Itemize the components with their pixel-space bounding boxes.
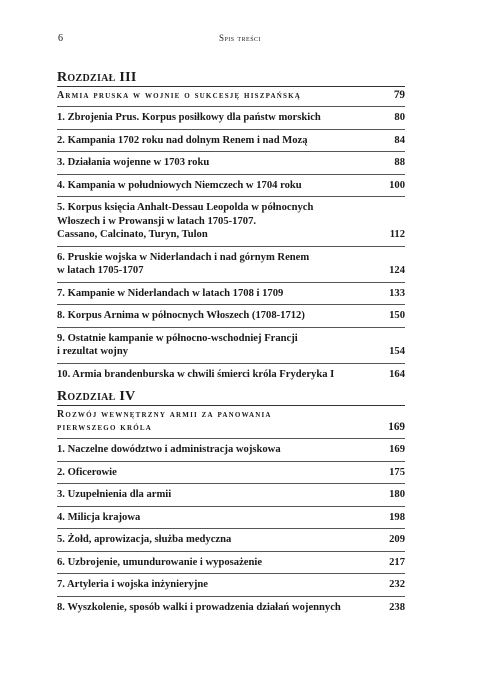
chapter-title: Rozdział IV [57,389,136,404]
page-number: 6 [58,33,63,44]
chapter-subtitle-line: Armia pruska w wojnie o sukcesję hiszpańską [57,90,302,101]
toc-entry-line: 7. Kampanie w Niderlandach w latach 1708 i 1709 [57,287,284,299]
chapter-subtitle-entry [57,89,405,102]
page-ref: 217 [389,556,405,568]
toc-entry [57,287,405,301]
page-ref: 169 [388,420,405,433]
page-ref: 88 [394,157,405,168]
chapter-block [57,70,405,381]
page-header [58,33,422,47]
page-ref: 80 [394,112,405,123]
toc-entry [57,511,405,525]
chapter-subtitle-entry [57,408,405,434]
page-ref: 164 [389,368,405,380]
toc-entry-line: 6. Uzbrojenie, umundurowanie i wyposażenie [57,556,263,568]
chapter-rule [57,405,405,406]
entry-separator [57,282,405,283]
toc-entry-line: 10. Armia brandenburska w chwili śmierci króla Fryderyka I [57,368,335,380]
toc-entry [57,533,405,547]
entry-separator [57,573,405,574]
toc-entry [57,179,405,193]
entry-separator [57,327,405,328]
running-title: Spis treści [218,33,262,43]
toc-entry-line: 5. Żołd, aprowizacja, służba medyczna [57,534,232,545]
entry-separator [57,596,405,597]
toc-entry [57,332,405,359]
entry-separator [57,151,405,152]
toc-entry [57,443,405,457]
entry-separator [57,506,405,507]
toc-entry-line: 5. Korpus księcia Anhalt-Dessau Leopolda w północnych [57,202,314,213]
entry-separator [57,438,405,439]
entry-separator [57,106,405,107]
entry-separator [57,551,405,552]
toc-entry-line: 3. Uzupełnienia dla armii [57,489,172,500]
page-ref: 133 [389,287,405,299]
toc-entry [57,134,405,148]
entry-separator [57,363,405,364]
toc-entry-line: 1. Zbrojenia Prus. Korpus posiłkowy dla państw morskich [57,112,321,123]
page-ref: 175 [389,466,405,478]
entry-separator [57,528,405,529]
toc-entry [57,601,405,615]
toc-entry [57,251,405,278]
page-ref: 198 [389,511,405,523]
toc-entry-line: Cassano, Calcinato, Turyn, Tulon [57,229,208,240]
chapter-subtitle-line: Rozwój wewnętrzny armii za panowania [57,409,272,420]
toc-entry-line: 8. Wyszkolenie, sposób walki i prowadzenia działań wojennych [57,601,341,613]
toc-entry-line: Włoszech i w Prowansji w latach 1705-1707. [57,215,257,227]
toc-entry [57,309,405,323]
toc-entry-line: 4. Kampania w południowych Niemczech w 1704 roku [57,179,302,191]
toc-entry [57,201,405,242]
toc-entry-line: 6. Pruskie wojska w Niderlandach i nad górnym Renem [57,251,310,263]
page-ref: 209 [389,534,405,545]
page-ref: 79 [393,88,405,101]
toc-entry-line: i rezultat wojny [57,346,129,357]
page-ref: 232 [389,579,405,590]
entry-separator [57,461,405,462]
toc-entry [57,556,405,570]
toc-entry [57,368,405,382]
toc-entry-line: 4. Milicja krajowa [57,511,141,523]
entry-separator [57,304,405,305]
entry-separator [57,246,405,247]
toc-entry-line: 3. Działania wojenne w 1703 roku [57,157,210,168]
page-ref: 84 [394,134,405,146]
toc-entry-line: 1. Naczelne dowództwo i administracja wojskowa [57,444,281,455]
page-ref: 100 [389,179,405,191]
toc-entry-line: 2. Kampania 1702 roku nad dolnym Renem i nad Mozą [57,134,308,146]
page-ref: 169 [389,444,405,455]
toc-entry-line: 9. Ostatnie kampanie w północno-wschodniej Francji [57,332,298,344]
toc-entry [57,488,405,502]
toc-entry [57,111,405,125]
chapter-block [57,389,405,614]
page-ref: 238 [389,601,405,613]
entry-separator [57,483,405,484]
toc-entry-line: w latach 1705-1707 [57,265,144,276]
page-ref: 124 [389,265,405,276]
page-ref: 180 [389,489,405,500]
toc-entry-line: 8. Korpus Arnima w północnych Włoszech (1708-1712) [57,310,305,321]
toc-entry [57,466,405,480]
page-ref: 150 [389,310,405,321]
entry-separator [57,196,405,197]
table-of-contents [57,70,405,614]
entry-separator [57,129,405,130]
chapter-rule [57,86,405,87]
toc-entry [57,156,405,170]
toc-entry [57,578,405,592]
chapter-title: Rozdział III [57,70,137,85]
page-ref: 112 [389,229,405,240]
toc-entry-line: 2. Oficerowie [57,466,117,478]
page-ref: 154 [389,346,405,357]
toc-entry-line: 7. Artyleria i wojska inżynieryjne [57,579,208,590]
entry-separator [57,174,405,175]
chapter-subtitle-line: pierwszego króla [57,422,152,433]
